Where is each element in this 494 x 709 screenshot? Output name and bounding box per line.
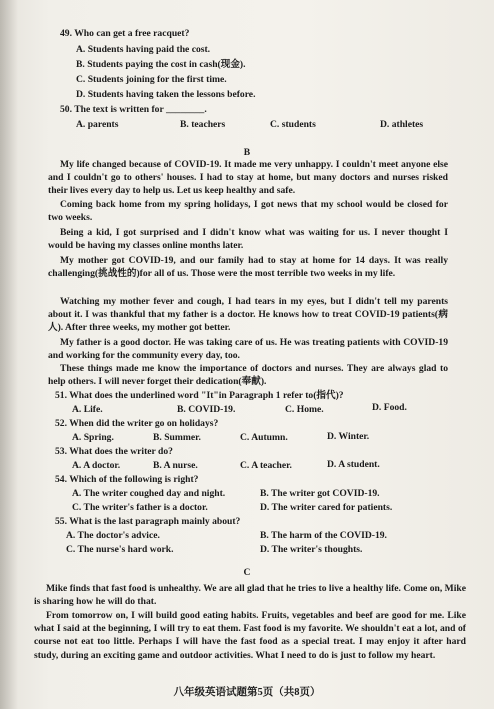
q49-stem: 49. Who can get a free racquet? (60, 28, 190, 39)
q51-option-b: B. COVID-19. (177, 404, 236, 415)
b-paragraph-1: My life changed because of COVID-19. It made me very unhappy. I couldn't meet anyone else and I couldn't go to others' houses. I had to stay at home, but many doctors and nurses risked their lives every day to help us. Let us keep healthy and safe. (48, 159, 448, 197)
q54-option-b: B. The writer got COVID-19. (260, 488, 380, 499)
c-paragraph-2: From tomorrow on, I will build good eating habits. Fruits, vegetables and beef are good for me. Like what I said at the beginning, I will try to eat them. Fast food is my favorite. We shouldn't eat a lot, and of course not eat too little. Perhaps I will have the fast food as a special treat. I may enjoy it after hard study, during an exciting game and outdoor activities. What I need to do is just to follow my heart. (34, 610, 466, 661)
q50-option-d: D. athletes (380, 119, 424, 130)
q55-option-c: C. The nurse's hard work. (66, 544, 174, 555)
q53-option-a: A. A doctor. (72, 460, 121, 471)
b-paragraph-7: These things made me know the importance of doctors and nurses. They are always glad to help others. I will never forget their dedication(奉献). (48, 363, 448, 388)
q51-option-d: D. Food. (372, 402, 407, 413)
q51-option-c: C. Home. (285, 404, 324, 415)
q50-option-b: B. teachers (180, 119, 226, 130)
q50-option-c: C. students (270, 119, 316, 130)
q53-option-c: C. A teacher. (240, 460, 292, 471)
q52-option-d: D. Winter. (327, 431, 370, 442)
b-paragraph-2: Coming back home from my spring holidays, I got news that my school would be closed for two weeks. (48, 199, 448, 224)
q54-option-d: D. The writer cared for patients. (260, 502, 393, 513)
q54-option-a: A. The writer coughed day and night. (72, 488, 226, 499)
q55-stem: 55. What is the last paragraph mainly about? (55, 516, 241, 527)
q49-option-b: B. Students paying the cost in cash(现金). (76, 59, 246, 70)
b-paragraph-4: My mother got COVID-19, and our family had to stay at home for 14 days. It was really challenging(挑战性的)for all of us. Those were the most terrible two weeks in my life. (48, 255, 448, 280)
q55-option-b: B. The harm of the COVID-19. (260, 530, 387, 541)
q55-option-a: A. The doctor's advice. (66, 530, 160, 541)
b-paragraph-5: Watching my mother fever and cough, I had tears in my eyes, but I didn't tell my parents about it. I was thankful that my father is a doctor. He knows how to treat COVID-19 patients(病人). After three weeks, my mother got better. (48, 296, 448, 334)
q49-option-c: C. Students joining for the first time. (76, 74, 227, 85)
q53-option-b: B. A nurse. (153, 460, 198, 471)
q54-stem: 54. Which of the following is right? (55, 474, 199, 485)
q54-option-c: C. The writer's father is a doctor. (72, 502, 208, 513)
q49-option-d: D. Students having taken the lessons before. (76, 89, 256, 100)
c-paragraph-1: Mike finds that fast food is unhealthy. We are all glad that he tries to live a healthy life. Come on, Mike is sharing how he will do that. (34, 583, 466, 608)
page-footer: 八年级英语试题第5页（共8页） (173, 687, 321, 698)
section-b-heading: B (243, 147, 251, 158)
q52-option-c: C. Autumn. (240, 432, 288, 443)
q52-stem: 52. When did the writer go on holidays? (55, 418, 219, 429)
q53-option-d: D. A student. (327, 459, 380, 470)
q52-option-b: B. Summer. (153, 432, 201, 443)
q49-option-a: A. Students having paid the cost. (76, 44, 211, 55)
q50-stem: 50. The text is written for ________. (60, 104, 207, 115)
q50-option-a: A. parents (76, 119, 119, 130)
b-paragraph-6: My father is a good doctor. He was taking care of us. He was treating patients with COVID-19 and working for the community every day, too. (48, 337, 448, 362)
q52-option-a: A. Spring. (72, 432, 114, 443)
q55-option-d: D. The writer's thoughts. (260, 544, 363, 555)
q51-option-a: A. Life. (72, 404, 103, 415)
q51-stem: 51. What does the underlined word "It"in Paragraph 1 refer to(指代)? (55, 390, 344, 401)
q53-stem: 53. What does the writer do? (55, 446, 173, 457)
section-c-heading: C (243, 567, 251, 578)
b-paragraph-3: Being a kid, I got surprised and I didn't know what was waiting for us. I never thought I would be having my classes online months later. (48, 227, 448, 252)
